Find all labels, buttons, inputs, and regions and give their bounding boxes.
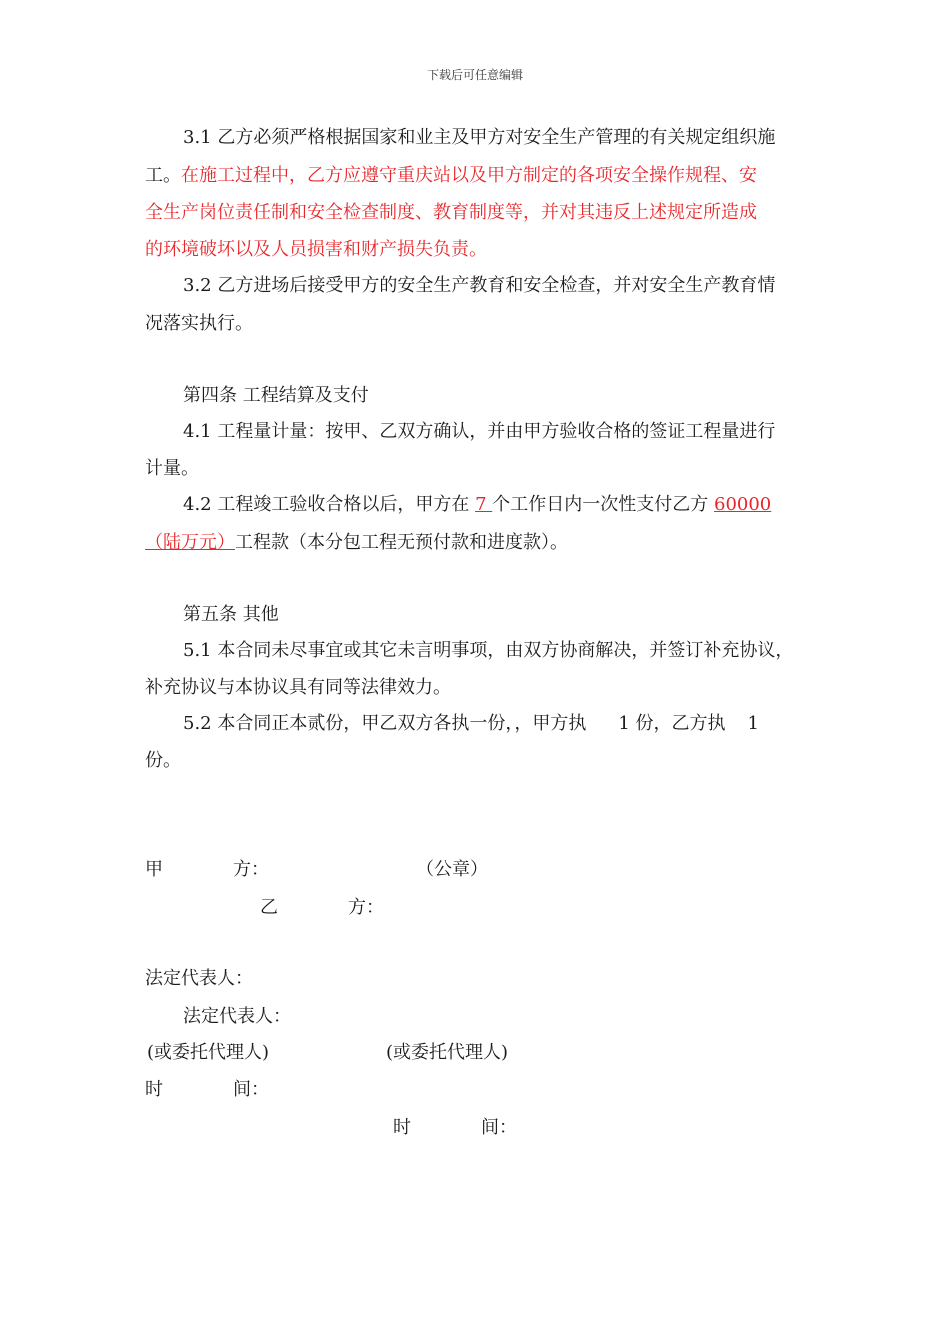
section-4-title: 第四条 工程结算及支付 xyxy=(183,385,369,406)
clause-5-2-text-a: 5.2 本合同正本贰份，甲乙双方各执一份，，甲方执 xyxy=(183,713,587,734)
payment-amount-chinese: （陆万元） xyxy=(145,532,235,553)
time-a-label-1: 时 xyxy=(145,1079,163,1100)
clause-4-1-line-2: 计量。 xyxy=(145,458,199,479)
clause-5-2-text-c: 1 xyxy=(747,713,759,734)
clause-4-2-text-a: 4.2 工程竣工验收合格以后，甲方在 xyxy=(183,494,476,515)
time-a-line xyxy=(145,1079,269,1101)
payment-days: 7 xyxy=(475,494,493,515)
clause-5-1-line-2: 补充协议与本协议具有同等法律效力。 xyxy=(145,677,451,698)
party-a-line xyxy=(145,859,269,881)
clause-5-2-text-b: 1 份，乙方执 xyxy=(618,713,726,734)
agent-a: (或委托代理人) xyxy=(147,1042,270,1063)
clause-4-2-text-c: 工程款（本分包工程无预付款和进度款）。 xyxy=(235,532,568,553)
party-a-label-2: 方： xyxy=(233,859,269,880)
agent-b: (或委托代理人) xyxy=(386,1042,509,1063)
clause-5-1-line-1: 5.1 本合同未尽事宜或其它未言明事项，由双方协商解决，并签订补充协议， xyxy=(183,640,794,661)
time-b-label-2: 间： xyxy=(481,1117,517,1138)
clause-4-2-line-2 xyxy=(145,532,568,554)
party-b-label-1: 乙 xyxy=(260,897,278,918)
clause-3-1-line-3: 全生产岗位责任制和安全检查制度、教育制度等，并对其违反上述规定所造成 xyxy=(145,202,757,223)
clause-5-2-line-2: 份。 xyxy=(145,750,181,771)
clause-5-2-line-1 xyxy=(183,713,759,735)
clause-4-1-line-1: 4.1 工程量计量：按甲、乙双方确认，并由甲方验收合格的签证工程量进行 xyxy=(183,421,776,442)
clause-3-1-line-2 xyxy=(145,165,757,187)
page-header: 下载后可任意编辑 xyxy=(426,68,523,82)
clause-3-1-line-4: 的环境破坏以及人员损害和财产损失负责。 xyxy=(145,239,487,260)
payment-amount: 60000 xyxy=(714,494,772,515)
clause-3-2-line-2: 况落实执行。 xyxy=(145,313,253,334)
party-a-label-1: 甲 xyxy=(145,859,163,880)
clause-3-1-black-text: 工。 xyxy=(145,165,181,186)
time-b-label-1: 时 xyxy=(393,1117,411,1138)
legal-rep-b: 法定代表人： xyxy=(183,1006,291,1027)
time-a-label-2: 间： xyxy=(233,1079,269,1100)
clause-3-1-line-1: 3.1 乙方必须严格根据国家和业主及甲方对安全生产管理的有关规定组织施 xyxy=(183,127,776,148)
clause-3-1-red-text: 在施工过程中，乙方应遵守重庆站以及甲方制定的各项安全操作规程、安 xyxy=(181,165,757,186)
clause-4-2-text-b: 个工作日内一次性支付乙方 xyxy=(492,494,714,515)
legal-rep-a: 法定代表人： xyxy=(145,968,253,989)
clause-3-2-line-1: 3.2 乙方进场后接受甲方的安全生产教育和安全检查，并对安全生产教育情 xyxy=(183,275,776,296)
party-b-label-2: 方： xyxy=(348,897,384,918)
time-b-line xyxy=(393,1117,517,1139)
seal-label: （公章） xyxy=(416,859,488,880)
clause-4-2-line-1 xyxy=(183,494,771,516)
section-5-title: 第五条 其他 xyxy=(183,604,279,625)
party-b-line xyxy=(260,897,384,919)
